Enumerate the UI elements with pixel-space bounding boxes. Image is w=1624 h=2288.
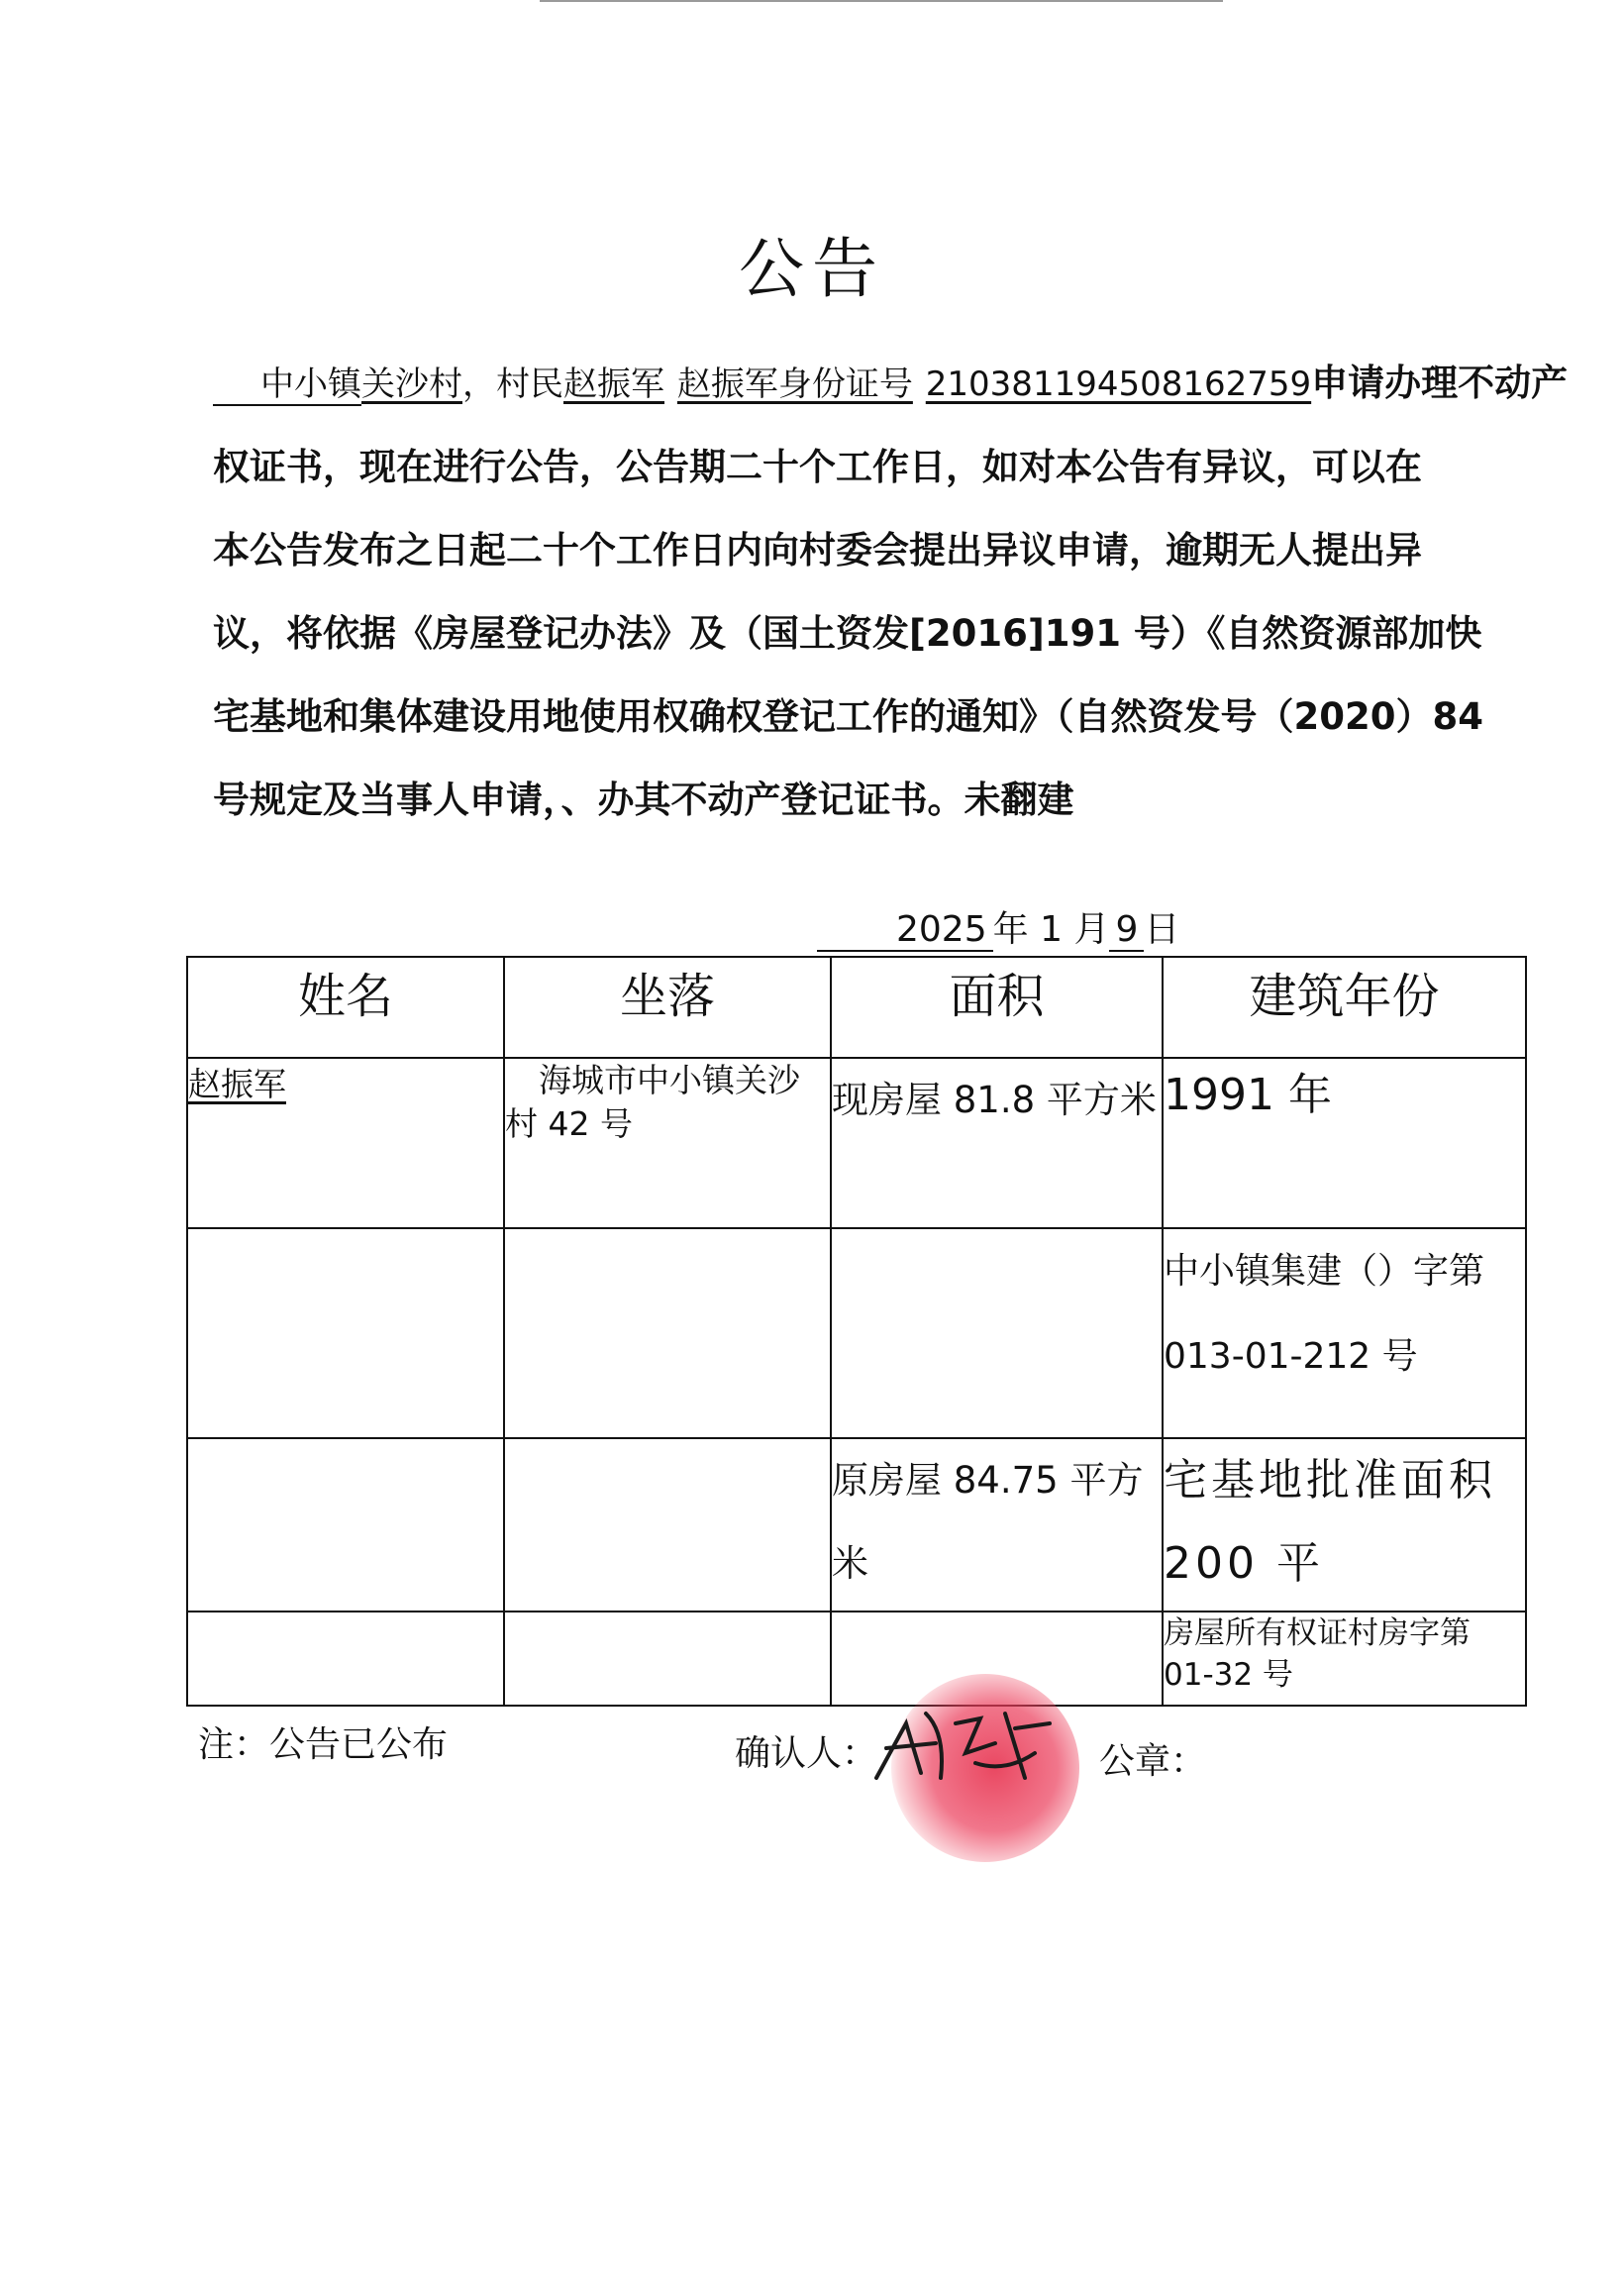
cell-empty [504,1438,831,1612]
cell-name [187,1058,504,1228]
header-build-year: 建筑年份 [1163,957,1526,1058]
notice-line: 宅基地和集体建设用地使用权确权登记工作的通知》（自然资发号（2020）84 [213,695,1483,738]
cell-empty [187,1228,504,1438]
id-number: 210381194508162759 [925,364,1312,404]
cell-address [504,1058,831,1228]
notice-line: 权证书，现在进行公告，公告期二十个工作日，如对本公告有异议，可以在 [213,446,1422,488]
cell-build-year: 1991 年 [1163,1058,1526,1228]
table-row [187,1058,1526,1228]
header-name: 姓名 [187,957,504,1058]
intro-tail: 申请办理不动产 [1311,362,1569,404]
handwritten-signature [866,1684,1055,1813]
date-day-unit: 日 [1144,909,1180,950]
town-field: 中小镇 [213,364,361,406]
notice-date [817,901,1179,952]
property-table [186,956,1527,1707]
cell-original-area: 原房屋 84.75 平方米 [831,1438,1163,1612]
cell-empty [504,1228,831,1438]
table-row [187,1438,1526,1612]
cell-house-cert: 房屋所有权证村房字第 01-32 号 [1163,1612,1526,1706]
confirm-label: 确认人： [735,1733,878,1774]
id-label: 赵振军身份证号 [676,364,913,404]
official-seal-label: 公章： [1099,1741,1207,1782]
scan-edge-line [540,0,1223,2]
notice-line: 议，将依据《房屋登记办法》及（国土资发[2016]191 号）《自然资源部加快 [213,612,1482,655]
cell-empty [831,1228,1163,1438]
table-header-row [187,957,1526,1058]
cell-collective-cert: 中小镇集建（）字第 013-01-212 号 [1163,1228,1526,1438]
date-year: 2025 [817,909,993,952]
date-month-unit: 月 [1073,909,1110,950]
table-row [187,1612,1526,1706]
owner-name: 赵振军 [188,1065,286,1103]
date-month: 1 [1040,909,1063,950]
cell-empty [187,1612,504,1706]
village-field: 关沙村 [361,364,462,404]
cell-homestead-area: 宅基地批准面积 200 平 [1163,1438,1526,1612]
table-row [187,1228,1526,1438]
cell-empty [504,1612,831,1706]
notice-line-intro [213,342,1569,426]
notice-body [213,342,1569,842]
header-location: 坐落 [504,957,831,1058]
address-text: 海城市中小镇关沙村 42 号 [505,1061,800,1143]
villager-name: 赵振军 [563,364,664,404]
date-year-unit: 年 [992,909,1029,950]
cell-current-area: 现房屋 81.8 平方米 [831,1058,1163,1228]
date-day: 9 [1109,909,1144,952]
footer-note: 注：公告已公布 [198,1724,449,1765]
cell-empty [187,1438,504,1612]
document-title: 公告 [739,231,885,307]
villager-prefix: ，村民 [462,364,563,404]
header-area: 面积 [831,957,1163,1058]
notice-line: 号规定及当事人申请，、办其不动产登记证书。未翻建 [213,779,1074,821]
notice-line: 本公告发布之日起二十个工作日内向村委会提出异议申请，逾期无人提出异 [213,529,1422,572]
